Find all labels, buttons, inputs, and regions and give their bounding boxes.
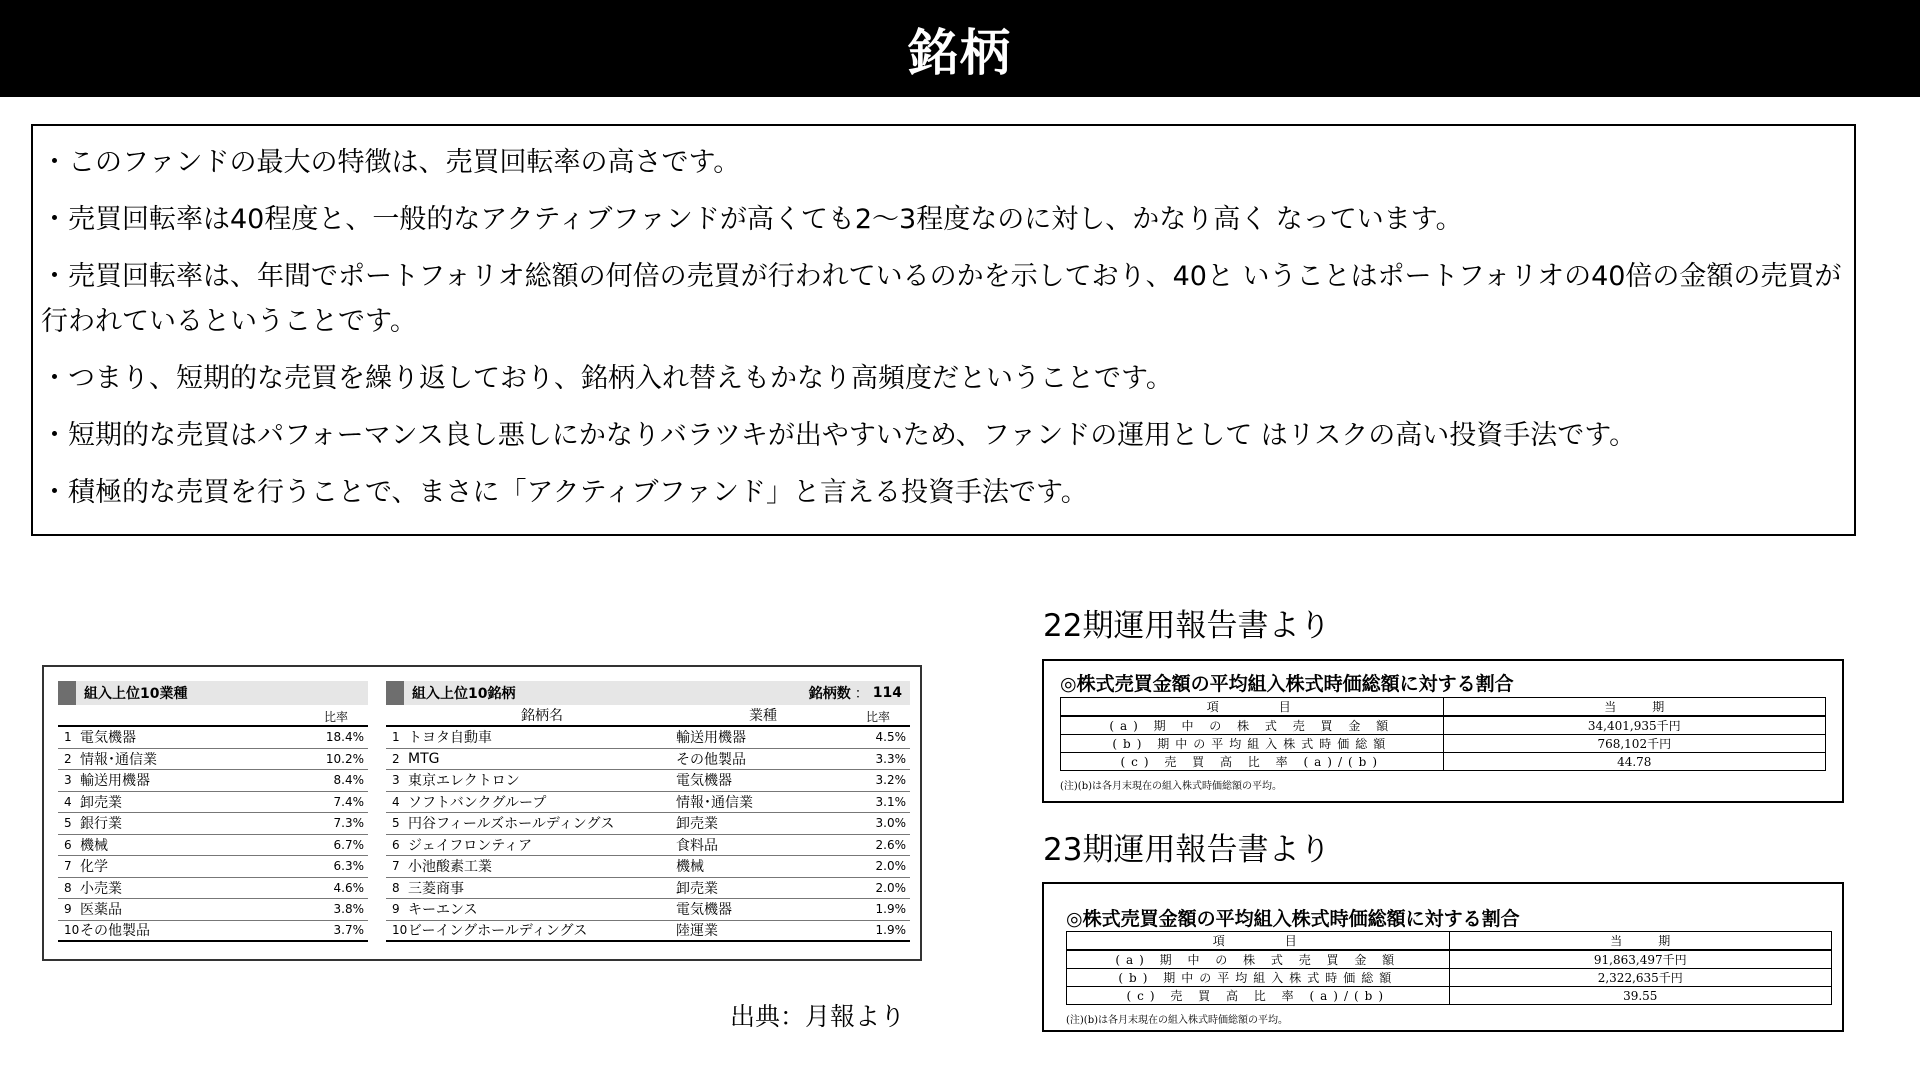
row-number: 1	[64, 730, 72, 745]
stock-name: ソフトバンクグループ	[408, 794, 547, 811]
report-22-col-period: 当 期	[1443, 698, 1825, 717]
row-number: 6	[392, 837, 400, 852]
table-row	[58, 813, 368, 835]
stock-count-label: 銘柄数	[808, 686, 851, 702]
report-23-row-a-label: (a) 期 中 の 株 式 売 買 金 額	[1067, 950, 1450, 969]
stock-sector: 陸運業	[676, 923, 718, 940]
row-number: 7	[64, 859, 72, 874]
table-row	[58, 749, 368, 771]
table-row	[58, 921, 368, 943]
col-ratio: 比率	[323, 710, 348, 724]
row-number: 7	[392, 859, 400, 874]
report-23-row-b-value: 2,322,635千円	[1449, 969, 1831, 987]
table-row	[386, 856, 910, 878]
table-row	[58, 878, 368, 900]
sector-name: 機械	[80, 837, 108, 854]
row-number: 3	[64, 773, 72, 788]
sector-ratio: 3.8%	[333, 902, 364, 917]
stock-ratio: 2.0%	[875, 880, 906, 895]
header-marker	[58, 681, 76, 705]
row-number: 2	[64, 751, 72, 766]
stock-ratio: 3.0%	[875, 816, 906, 831]
stock-count	[809, 681, 902, 705]
bullet-1: ・このファンドの最大の特徴は、売買回転率の高さです。	[41, 147, 741, 178]
top-stocks-title: 組入上位10銘柄	[412, 686, 516, 702]
table-row	[386, 878, 910, 900]
row-number: 4	[64, 794, 72, 809]
bullet-6: ・積極的な売買を行うことで、まさに「アクティブファンド」と言える投資手法です。	[41, 477, 1088, 508]
report-22-row-a-label: (a) 期 中 の 株 式 売 買 金 額	[1061, 716, 1444, 735]
report-23-label: 23期運用報告書より	[1043, 832, 1331, 868]
stock-ratio: 4.5%	[875, 730, 906, 745]
top-sectors-column-header	[58, 707, 368, 727]
col-stock-name: 銘柄名	[521, 708, 563, 724]
table-row	[58, 727, 368, 749]
table-row	[386, 899, 910, 921]
row-number: 2	[392, 751, 400, 766]
page-title: 銘柄	[908, 23, 1012, 82]
sector-ratio: 4.6%	[333, 880, 364, 895]
stock-sector: 電気機器	[676, 902, 732, 919]
report-22-panel	[1042, 659, 1844, 803]
sector-ratio: 10.2%	[325, 751, 364, 766]
report-23-panel	[1042, 882, 1844, 1032]
stock-ratio: 3.2%	[875, 773, 906, 788]
sector-name: 化学	[80, 859, 108, 876]
row-number: 4	[392, 794, 400, 809]
col-ratio: 比率	[865, 710, 890, 724]
sector-ratio: 6.7%	[333, 837, 364, 852]
sector-ratio: 7.4%	[333, 794, 364, 809]
row-number: 5	[392, 816, 400, 831]
bullet-4: ・つまり、短期的な売買を繰り返しており、銘柄入れ替えもかなり高頻度だということです。	[41, 363, 1173, 394]
row-number: 3	[392, 773, 400, 788]
sector-ratio: 3.7%	[333, 923, 364, 938]
stock-sector: 電気機器	[676, 773, 732, 790]
stock-count-value: 114	[872, 685, 902, 701]
table-row	[58, 899, 368, 921]
stock-name: 東京エレクトロン	[408, 773, 520, 790]
bullet-5: ・短期的な売買はパフォーマンス良し悪しにかなりバラツキが出やすいため、ファンドの運用として はリスクの高い投資手法です。	[41, 420, 1637, 451]
top-sectors-header	[58, 681, 368, 705]
stock-ratio: 1.9%	[875, 902, 906, 917]
top-stocks-header	[386, 681, 910, 705]
report-23-row-c-label: (c) 売 買 高 比 率 (a)/(b)	[1067, 987, 1450, 1005]
sector-name: 電気機器	[80, 730, 136, 747]
report-22-title: ◎株式売買金額の平均組入株式時価総額に対する割合	[1060, 673, 1514, 695]
row-number: 5	[64, 816, 72, 831]
report-22-col-item: 項 目	[1061, 698, 1444, 717]
report-22-row-c-label: (c) 売 買 高 比 率 (a)/(b)	[1061, 753, 1444, 771]
report-23-row-c-value: 39.55	[1449, 987, 1831, 1005]
title-bar	[0, 0, 1920, 97]
row-number: 10	[392, 923, 408, 938]
sector-name: 卸売業	[80, 794, 122, 811]
summary-box	[31, 124, 1856, 536]
stock-sector: 食料品	[676, 837, 718, 854]
row-number: 6	[64, 837, 72, 852]
report-23-row-b-label: (b) 期中の平均組入株式時価総額	[1067, 969, 1450, 987]
top-sectors-title: 組入上位10業種	[84, 686, 188, 702]
bullet-3: ・売買回転率は、年間でポートフォリオ総額の何倍の売買が行われているのかを示しており、40と いうことはポートフォリオの40倍の金額の売買が行われているということです。	[41, 261, 1842, 337]
bullet-2: ・売買回転率は40程度と、一般的なアクティブファンドが高くても2〜3程度なのに対し、かなり高く なっています。	[41, 204, 1463, 235]
stock-ratio: 2.0%	[875, 859, 906, 874]
top-sectors-table	[58, 681, 368, 942]
report-23-title: ◎株式売買金額の平均組入株式時価総額に対する割合	[1066, 908, 1520, 930]
table-row	[386, 813, 910, 835]
sector-name: 輸送用機器	[80, 773, 150, 790]
table-row	[386, 727, 910, 749]
stock-ratio: 1.9%	[875, 923, 906, 938]
stock-ratio: 2.6%	[875, 837, 906, 852]
stock-sector: 機械	[676, 859, 704, 876]
monthly-report-panel	[42, 665, 922, 961]
report-22-row-b-label: (b) 期中の平均組入株式時価総額	[1061, 735, 1444, 753]
sector-ratio: 18.4%	[325, 730, 364, 745]
report-22-row-b-value: 768,102千円	[1443, 735, 1825, 753]
report-22-row-a-value: 34,401,935千円	[1443, 716, 1825, 735]
stock-sector: 情報･通信業	[676, 794, 753, 811]
report-23-note: (注)(b)は各月末現在の組入株式時価総額の平均。	[1066, 1015, 1289, 1026]
report-23-col-period: 当 期	[1449, 932, 1831, 951]
table-row	[386, 749, 910, 771]
report-23-col-item: 項 目	[1067, 932, 1450, 951]
stock-count-sep: ：	[854, 686, 869, 702]
row-number: 10	[64, 923, 80, 938]
stock-sector: その他製品	[676, 751, 746, 768]
stock-name: キーエンス	[408, 902, 478, 919]
stock-sector: 卸売業	[676, 880, 718, 897]
stock-name: 小池酸素工業	[408, 859, 492, 876]
stock-name: 円谷フィールズホールディングス	[408, 816, 615, 833]
report-23-table	[1066, 931, 1832, 1005]
header-marker	[386, 681, 404, 705]
sector-ratio: 8.4%	[333, 773, 364, 788]
report-22-table	[1060, 697, 1826, 771]
stock-ratio: 3.1%	[875, 794, 906, 809]
sector-ratio: 7.3%	[333, 816, 364, 831]
report-22-label: 22期運用報告書より	[1043, 608, 1331, 644]
table-row	[58, 856, 368, 878]
stock-name: MTG	[408, 750, 440, 767]
sector-name: 医薬品	[80, 902, 122, 919]
table-row	[58, 792, 368, 814]
source-note: 出典：月報より	[730, 1002, 906, 1031]
row-number: 9	[392, 902, 400, 917]
sector-name: その他製品	[80, 923, 150, 940]
stock-ratio: 3.3%	[875, 751, 906, 766]
row-number: 9	[64, 902, 72, 917]
row-number: 8	[392, 880, 400, 895]
sector-name: 小売業	[80, 880, 122, 897]
stock-name: 三菱商事	[408, 880, 464, 897]
stock-sector: 輸送用機器	[676, 730, 746, 747]
stock-name: ジェイフロンティア	[408, 837, 533, 854]
report-22-row-c-value: 44.78	[1443, 753, 1825, 771]
table-row	[58, 835, 368, 857]
table-row	[386, 770, 910, 792]
row-number: 8	[64, 880, 72, 895]
col-sector: 業種	[749, 708, 777, 724]
sector-name: 銀行業	[80, 816, 122, 833]
stock-sector: 卸売業	[676, 816, 718, 833]
stock-name: ビーイングホールディングス	[408, 923, 588, 940]
sector-name: 情報･通信業	[80, 751, 157, 768]
table-row	[386, 792, 910, 814]
table-row	[386, 835, 910, 857]
report-22-note: (注)(b)は各月末現在の組入株式時価総額の平均。	[1060, 781, 1283, 792]
table-row	[58, 770, 368, 792]
sector-ratio: 6.3%	[333, 859, 364, 874]
stock-name: トヨタ自動車	[408, 730, 492, 747]
report-23-row-a-value: 91,863,497千円	[1449, 950, 1831, 969]
table-row	[386, 921, 910, 943]
top-stocks-column-header	[386, 707, 910, 727]
top-stocks-table	[386, 681, 910, 942]
row-number: 1	[392, 730, 400, 745]
